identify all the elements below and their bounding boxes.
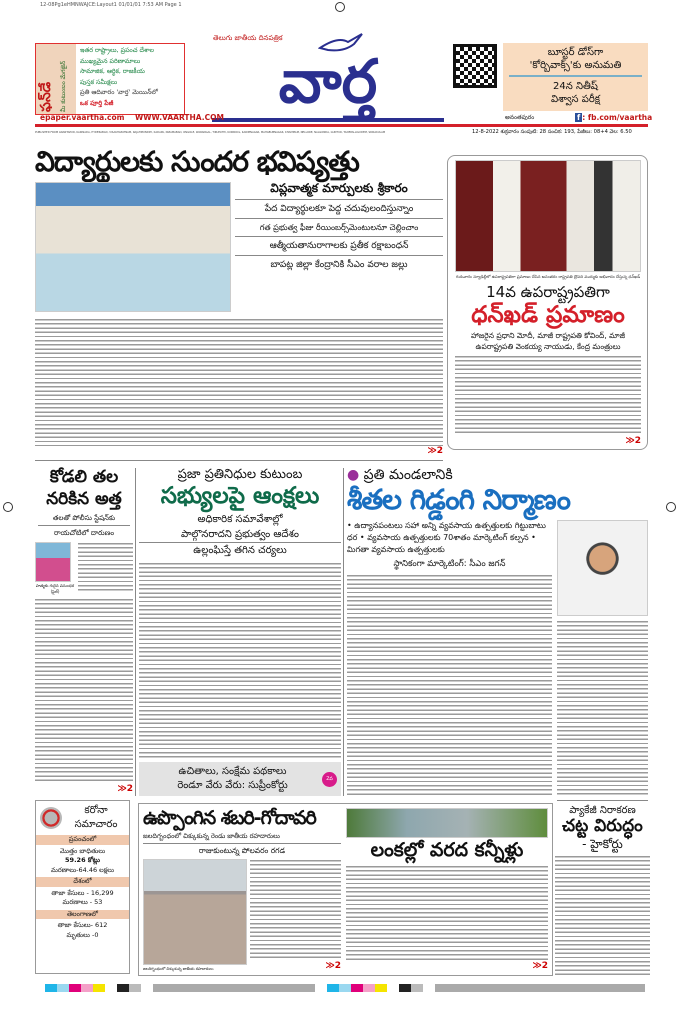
crime-body-text [78, 542, 133, 592]
hc-story [555, 800, 650, 976]
sc-headline: రెండూ వేరు వేరు: సుప్రీంకోర్టు [177, 780, 288, 791]
promo-line: ఇతర రాష్ట్రాలు, ప్రపంచ దేశాల [80, 47, 154, 54]
flood-caption: జలదిగ్బంధంలో చిక్కుకున్న జాతీయ రహదారులు [143, 966, 214, 971]
cold-headline[interactable]: శీతల గిడ్డంగి నిర్మాణం [347, 483, 571, 516]
funday-cover [36, 44, 76, 114]
corona-title: కరోనా [84, 805, 108, 816]
bullet-icon: ● [347, 467, 360, 483]
sc-headline: ఉచితాలు, సంక్షేమ పథకాలు [178, 766, 287, 777]
family-subhead: ఉల్లంఘిస్తే తగిన చర్యలు [193, 545, 287, 557]
promo-headline: బూస్టర్ డోస్‌గా [547, 47, 604, 58]
corona-stat: తాజా కేసులు - 16,299 [51, 888, 114, 897]
logo-underline [212, 118, 444, 122]
facebook-link[interactable] [575, 113, 652, 122]
cold-body-text [557, 620, 648, 796]
registration-mark-icon [335, 2, 345, 12]
corona-info-box [35, 800, 130, 974]
supreme-court-box[interactable] [139, 762, 341, 796]
epaper-link[interactable]: epaper.vaartha.com [40, 113, 125, 122]
corona-stat: తాజా కేసులు- 612 [57, 921, 108, 929]
dateline: 12-8-2022 శుక్రవారం సంపుటి: 28 సంచిక: 193, పేజీలు: 08+4 వెల: 6.50 [472, 129, 632, 135]
corona-stat: మరణాలు - 53 [62, 898, 103, 906]
lead-subhead: పేద విద్యార్థులకూ పెద్ద చదువులందిస్తున్నాం [264, 203, 414, 214]
lanka-body-text [346, 865, 548, 961]
family-body-text [139, 562, 341, 759]
vaartha-logo: వార్త [278, 47, 378, 117]
vp-headline[interactable]: ధన్‌ఖడ్ ప్రమాణం [471, 302, 625, 328]
qr-code-icon[interactable] [453, 44, 497, 88]
promo-headline: 24న నితీష్ [553, 81, 598, 92]
crime-subhead: తలతో పోలీసు స్టేషన్‌కు [52, 514, 116, 522]
continued-marker[interactable]: ≫2 [625, 436, 641, 446]
hc-headline[interactable]: చట్ట విరుద్ధం [562, 816, 643, 836]
tagline: తెలుగు జాతీయ దినపత్రిక [213, 34, 283, 42]
crime-body-text [35, 598, 133, 784]
cold-kicker [347, 466, 648, 484]
crime-story [35, 466, 133, 794]
promo-line: సామాజిక, ఆర్థిక, రాజకీయ [80, 68, 145, 76]
flood-body-text [250, 859, 341, 961]
masthead-red-rule [35, 124, 648, 127]
lead-headline[interactable]: విద్యార్థులకు సుందర భవిష్యత్తు [35, 145, 359, 178]
flood-box [138, 803, 553, 976]
vp-oath-photo [455, 160, 641, 272]
lead-subhead: గత ప్రభుత్వ ఫీజు రీయింబర్స్‌మెంటులనూ చెల్లించాం [259, 222, 419, 232]
divider [509, 75, 642, 77]
vp-photo-caption: గురువారం న్యూఢిల్లీలో ఉపరాష్ట్రపతిగా ప్రమాణం చేసిన అనంతరం రాష్ట్రపతి ద్రౌపది ముర్ముకు అభివాదం చేస్తున్న ధన్‌ఖడ్ [455, 274, 641, 279]
lanka-headline[interactable]: లంకల్లో వరద కన్నీళ్లు [370, 839, 524, 861]
column-rule [135, 468, 136, 796]
print-color-bar [45, 984, 645, 992]
edition-label: అనంతపురం [505, 114, 535, 121]
family-subhead: పాల్గొనరాదని ప్రభుత్వం ఆదేశం [180, 529, 300, 541]
family-subhead: అధికారిక సమావేశాల్లో [197, 514, 283, 526]
corona-section: ప్రపంచంలో [36, 835, 129, 845]
lead-story [35, 146, 443, 456]
corona-stat: మృతులు -0 [66, 930, 99, 939]
highway-flood-photo [143, 859, 247, 965]
family-subheads [139, 512, 341, 558]
facebook-icon: f [577, 113, 581, 122]
cold-body-text [347, 574, 552, 796]
promo-headline: 'కోర్బివాక్స్'కు అనుమతి [529, 60, 622, 71]
family-headline[interactable]: సభ్యులపై ఆంక్షలు [160, 483, 320, 509]
virus-icon [40, 807, 62, 829]
registration-mark-icon [666, 502, 676, 512]
cm-photo [557, 520, 648, 616]
hc-line1: ప్యాకేజీ నిరాకరణ [569, 805, 636, 816]
lead-subhead: ఆత్మీయతానురాగాలకు ప్రతీక రక్షాబంధన్ [269, 240, 409, 251]
published-from: PUBLISHED FROM ANANTAPUR, KAKINADA, HYDERABAD, VISAKHAPATNAM, RAJAHMUNDRY, KADAPA, NIZAMABAD, ONGOLE, WARANGAL, TIRUPATHI, KURNOOL, KARIMNAGAR, MAHABUBNAGAR, KHAMMAM, NELLORE, NALGONDA, GUNTUR, TADEPALLIGUDEM, SRIKAKULAM [35, 131, 386, 134]
lanka-flood-photo [346, 808, 548, 838]
cold-bullets: • ఉద్యానపంటలు సహా అన్ని వ్యవసాయ ఉత్పత్తులకు గిట్టుబాటు ధర • వ్యవసాయ ఉత్పత్తులకు 70శాతం మార్కెటింగ్ కల్పన • మిగతా వ్యవసాయ ఉత్పత్తులకు [347, 521, 546, 555]
corona-title: సమాచారం [74, 819, 118, 830]
hc-source: - హైకోర్టు [582, 836, 623, 851]
vp-subhead: హాజరైన ప్రధాని మోదీ, మాజీ రాష్ట్రపతి కోవింద్, మాజీ ఉపరాష్ట్రపతి వెంకయ్య నాయుడు, కేంద్ర మంత్రులు [471, 331, 625, 352]
corona-stat: మరణాలు-64.46 లక్షలు [50, 865, 115, 874]
lead-subhead: బాపట్ల జిల్లా కేంద్రానికి సీఎం వరాల జల్లు [270, 259, 408, 270]
lead-body-text [35, 318, 443, 446]
lead-subhead: విప్లవాత్మక మార్పులకు శ్రీకారం [270, 181, 408, 196]
lead-photo [35, 182, 231, 312]
cold-story [347, 466, 648, 796]
corona-stat: 59.26 కోట్లు [65, 856, 100, 864]
promo-headline: విశ్వాస పరీక్ష [551, 94, 600, 105]
crime-headline[interactable]: కోడలి తల నరికిన అత్త [46, 467, 122, 509]
cold-kicker-text: ప్రతి మండలానికి [363, 467, 453, 483]
corona-stat: మొత్తం బాధితులు [59, 846, 106, 855]
family-kicker: ప్రజా ప్రతినిధుల కుటుంబ [177, 467, 303, 482]
promo-line: ముఖ్యమైన పరిణామాలు [80, 57, 141, 65]
page-badge: 2వ [322, 772, 337, 787]
website-link[interactable]: WWW.VAARTHA.COM [135, 113, 224, 122]
registration-mark-icon [3, 502, 13, 512]
column-rule [343, 468, 344, 796]
divider [35, 460, 443, 461]
right-promo-box[interactable] [503, 43, 648, 111]
funday-promo-box[interactable] [35, 43, 185, 115]
continued-marker[interactable]: ≫2 [427, 446, 443, 456]
flood-headline[interactable]: ఉప్పొంగిన శబరి-గోదావరి [143, 807, 316, 829]
facebook-handle: : fb.com/vaartha [582, 113, 653, 122]
promo-line: పుస్తక సమీక్షలు [80, 78, 118, 86]
promo-line: ఒక పూర్తి పేజీ [80, 99, 114, 107]
corona-section: దేశంలో [36, 877, 129, 887]
continued-marker[interactable]: ≫2 [532, 961, 548, 971]
print-slug: 12-08Pg1eHMNWAJCE:Layout1 01/01/01 7:53 AM Page 1 [40, 2, 182, 8]
family-story [139, 466, 341, 796]
victim-caption: హత్యకు గురైన వసుంధర (ఫైల్) [35, 583, 75, 594]
continued-marker[interactable]: ≫2 [325, 961, 341, 971]
victim-photo [35, 542, 71, 582]
hc-body-text [555, 855, 650, 976]
funday-subtitle: మీ కుటుంబం మేగజైన్ [60, 60, 67, 112]
crime-subhead: రాయచోటిలో దారుణం [53, 529, 115, 537]
flood-subhead: జలదిగ్బంధంలో చిక్కుకున్న రెండు జాతీయ రహదారులు [143, 831, 280, 840]
cold-bullets-last: స్థానికంగా మార్కెటింగ్: సీఎం జగన్ [393, 559, 506, 570]
corona-section: తెలంగాణలో [36, 910, 129, 920]
vp-kicker: 14వ ఉపరాష్ట్రపతిగా [486, 283, 610, 301]
polavaram-subhead: రాజుకుంటున్న పోలవరం రగడ [198, 845, 286, 855]
funday-title: ఫన్‌డే [38, 81, 54, 112]
vp-story [455, 160, 641, 446]
continued-marker[interactable]: ≫2 [117, 784, 133, 794]
vp-body-text [455, 355, 641, 436]
promo-line: ప్రతి ఆదివారం 'వార్త' మెయిన్‌లో [80, 89, 158, 97]
